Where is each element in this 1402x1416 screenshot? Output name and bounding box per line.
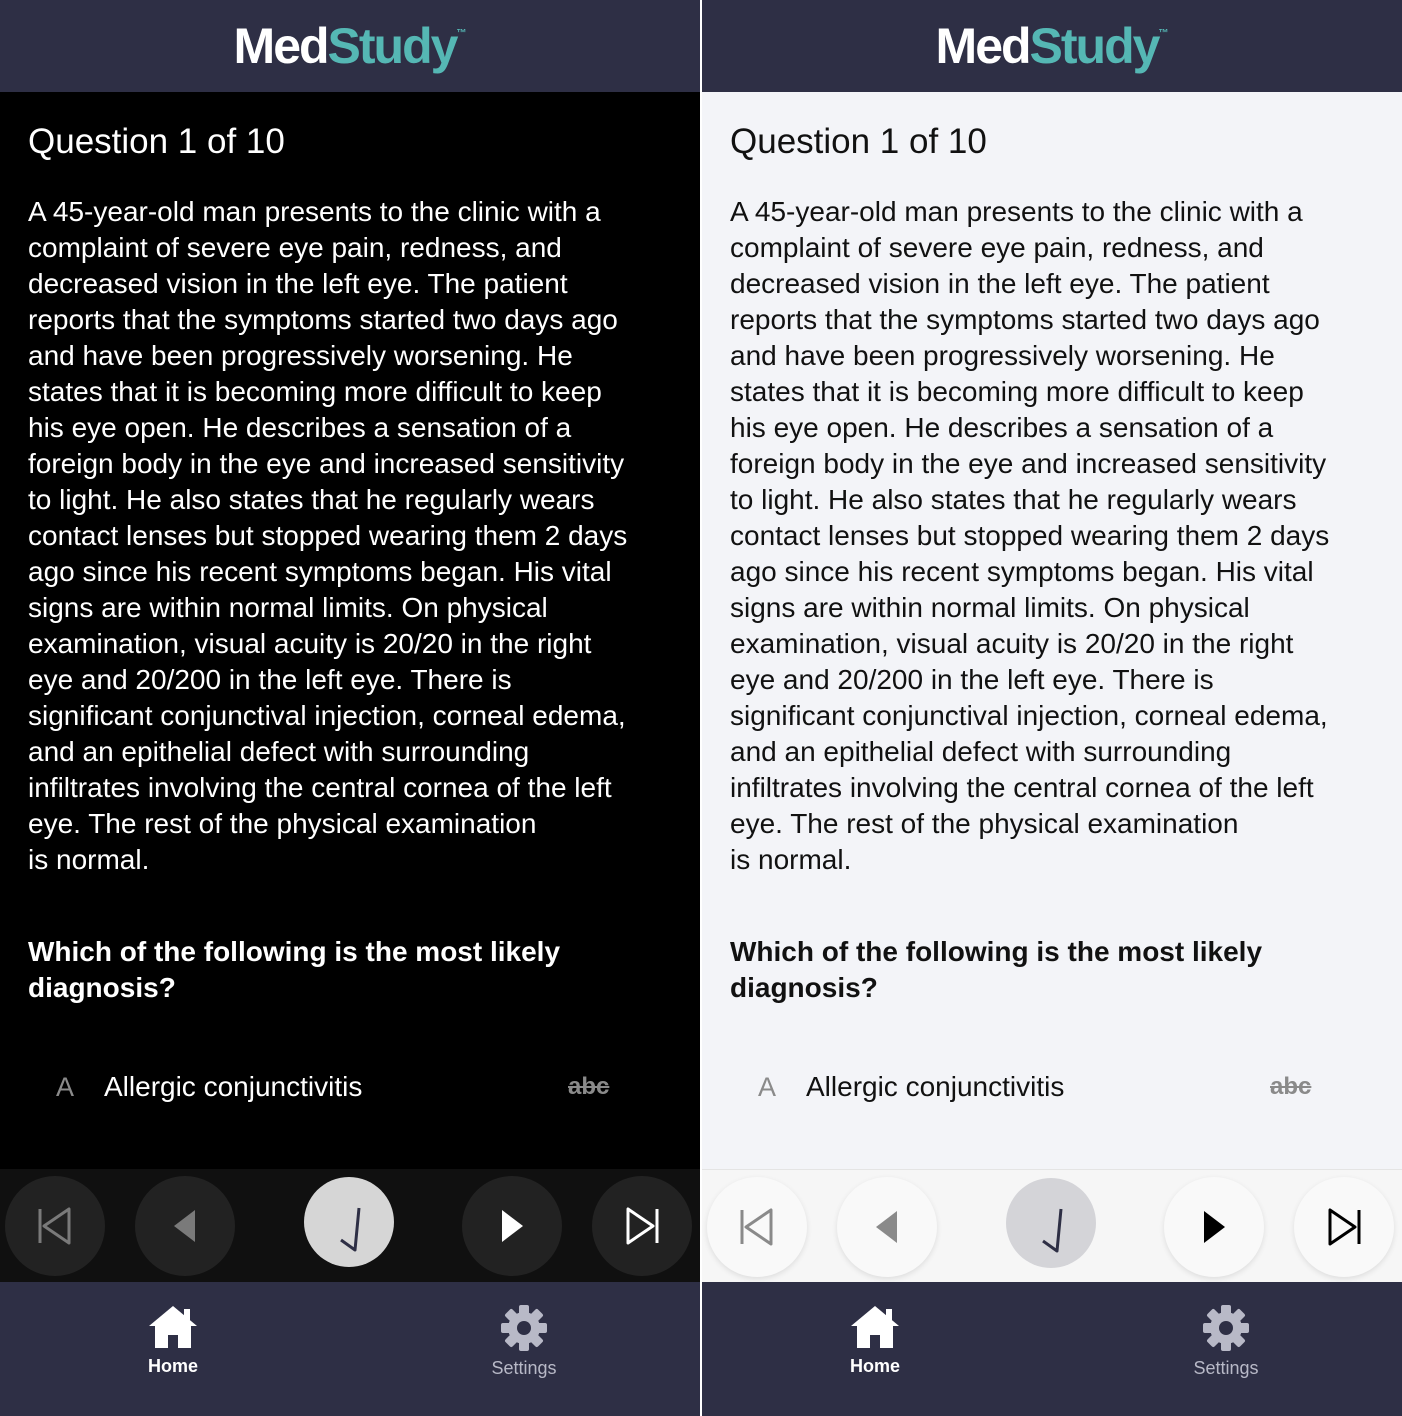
question-prompt: Which of the following is the most likely diagnosis? — [730, 936, 1263, 1003]
light-mode-screen — [702, 0, 1402, 1416]
home-icon — [849, 1304, 901, 1350]
answer-option-a[interactable] — [0, 1052, 700, 1122]
last-question-button[interactable] — [592, 1176, 692, 1276]
tab-settings-label: Settings — [1193, 1358, 1259, 1378]
answer-text: Allergic conjunctivitis — [806, 1071, 1065, 1102]
question-counter: Question 1 of 10 — [28, 122, 285, 161]
question-prompt: Which of the following is the most likely diagnosis? — [28, 936, 561, 1003]
answer-option-a[interactable] — [702, 1052, 1402, 1122]
answer-letter: A — [758, 1071, 777, 1102]
tab-home-label: Home — [849, 1356, 900, 1376]
gear-icon — [1202, 1304, 1250, 1352]
logo-trademark: ™ — [1158, 28, 1169, 39]
annotate-pen-button[interactable] — [1006, 1178, 1096, 1268]
skip-to-first-icon — [737, 1205, 777, 1249]
tab-settings-label: Settings — [491, 1358, 557, 1378]
previous-question-button[interactable] — [135, 1176, 235, 1276]
answer-text: Allergic conjunctivitis — [104, 1071, 363, 1102]
skip-to-last-icon — [1324, 1205, 1364, 1249]
app-header — [0, 0, 700, 92]
next-question-button[interactable] — [462, 1176, 562, 1276]
logo-trademark: ™ — [456, 28, 467, 39]
app-header — [702, 0, 1402, 92]
next-question-button[interactable] — [1164, 1177, 1264, 1277]
tab-home-label: Home — [147, 1356, 198, 1376]
tab-settings[interactable] — [454, 1304, 594, 1379]
pen-icon — [319, 1192, 379, 1252]
medstudy-logo — [233, 18, 467, 74]
question-stem: A 45-year-old man presents to the clinic with a complaint of severe eye pain, redness, and decreased vision in the left eye. The patient reports that the symptoms started two days ago and have been progressively worsening. He states that it is becoming more difficult to keep his eye open. He describes a sensation of a foreign body in the eye and increased sensitivity to light. He also states that he regularly wears contact lenses but stopped wearing them 2 days ago since his recent symptoms began. His vital signs are within normal limits. On physical examination, visual acuity is 20/20 in the right eye and 20/200 in the left eye. There is significant conjunctival injection, corneal edema, and an epithelial defect with surrounding infiltrates involving the central cornea of the left eye. The rest of the physical examination is normal. — [730, 196, 1330, 875]
question-counter: Question 1 of 10 — [730, 122, 987, 161]
gear-icon — [500, 1304, 548, 1352]
question-content[interactable] — [702, 92, 1402, 1169]
skip-to-last-icon — [622, 1204, 662, 1248]
medstudy-logo — [935, 18, 1169, 74]
tab-home[interactable] — [805, 1304, 945, 1377]
skip-to-first-icon — [35, 1204, 75, 1248]
dark-mode-screen — [0, 0, 700, 1416]
navigation-controls — [702, 1169, 1402, 1282]
pen-icon — [1021, 1193, 1081, 1253]
last-question-button[interactable] — [1294, 1177, 1394, 1277]
logo-text-study: Study — [1029, 18, 1159, 74]
previous-icon — [872, 1208, 902, 1246]
logo-text-study: Study — [327, 18, 457, 74]
logo-text-med: Med — [935, 18, 1030, 74]
strikethrough-toggle[interactable]: abc — [568, 1073, 610, 1100]
question-stem: A 45-year-old man presents to the clinic with a complaint of severe eye pain, redness, and decreased vision in the left eye. The patient reports that the symptoms started two days ago and have been progressively worsening. He states that it is becoming more difficult to keep his eye open. He describes a sensation of a foreign body in the eye and increased sensitivity to light. He also states that he regularly wears contact lenses but stopped wearing them 2 days ago since his recent symptoms began. His vital signs are within normal limits. On physical examination, visual acuity is 20/20 in the right eye and 20/200 in the left eye. There is significant conjunctival injection, corneal edema, and an epithelial defect with surrounding infiltrates involving the central cornea of the left eye. The rest of the physical examination is normal. — [28, 196, 628, 875]
first-question-button[interactable] — [5, 1176, 105, 1276]
bottom-tab-bar — [702, 1282, 1402, 1416]
first-question-button[interactable] — [707, 1177, 807, 1277]
navigation-controls — [0, 1169, 700, 1282]
question-content[interactable] — [0, 92, 700, 1169]
next-icon — [1199, 1208, 1229, 1246]
strikethrough-toggle[interactable]: abc — [1270, 1073, 1312, 1100]
home-icon — [147, 1304, 199, 1350]
annotate-pen-button[interactable] — [304, 1177, 394, 1267]
bottom-tab-bar — [0, 1282, 700, 1416]
logo-text-med: Med — [233, 18, 328, 74]
previous-question-button[interactable] — [837, 1177, 937, 1277]
answer-letter: A — [56, 1071, 75, 1102]
tab-settings[interactable] — [1156, 1304, 1296, 1379]
previous-icon — [170, 1207, 200, 1245]
tab-home[interactable] — [103, 1304, 243, 1377]
next-icon — [497, 1207, 527, 1245]
